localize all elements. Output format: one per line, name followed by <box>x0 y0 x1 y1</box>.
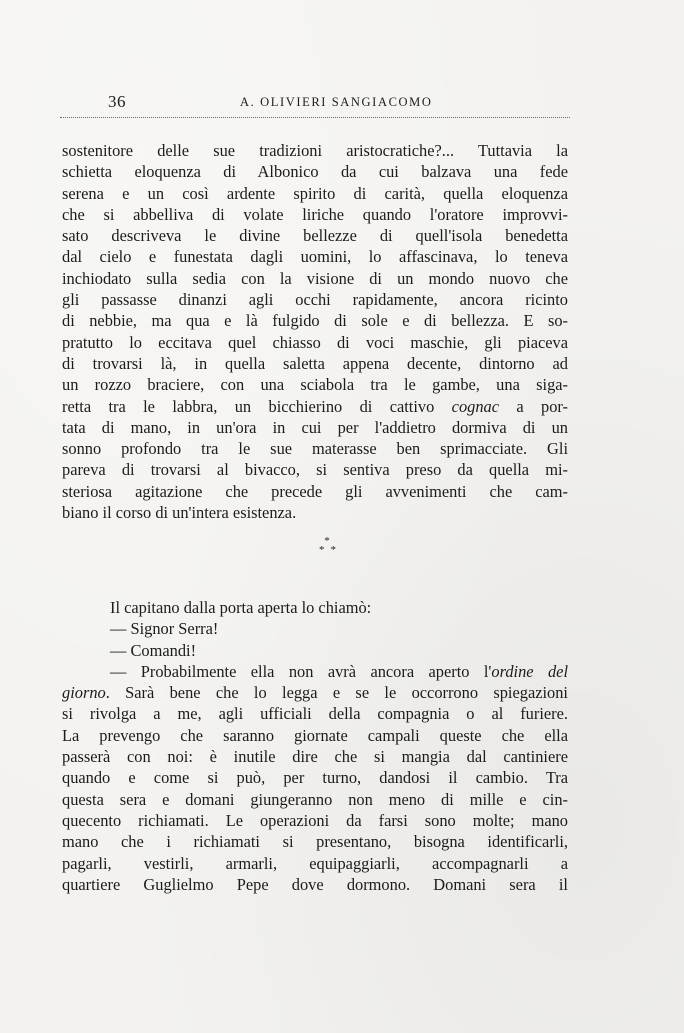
text-line: tata di mano, in un'ora in cui per l'addietro dormiva di un <box>62 417 568 437</box>
text-line: schietta eloquenza di Albonico da cui balzava una fede <box>62 162 568 182</box>
text-line: biano il corso di un'intera esistenza. <box>62 503 297 523</box>
text-line: si rivolga a me, agli ufficiali della compagnia o al furiere. <box>62 704 568 724</box>
asterism-divider <box>313 537 341 563</box>
page-number: 36 <box>108 92 126 111</box>
text-segment: a por- <box>499 396 568 416</box>
text-line: pratutto lo eccitava quel chiasso di voci maschie, gli piaceva <box>62 332 568 352</box>
text-line: sonno profondo tra le sue materasse ben sprimacciate. Gli <box>62 439 568 459</box>
text-line: che si abbelliva di volate liriche quando l'oratore improvvi- <box>62 204 568 224</box>
text-line: quecento richiamati. Le operazioni da farsi sono molte; mano <box>62 810 568 830</box>
text-line <box>110 661 568 682</box>
text-line: pagarli, vestirli, armarli, equipaggiarli, accompagnarli a <box>62 853 568 873</box>
text-line: pareva di trovarsi al bivacco, si sentiva preso da quella mi- <box>62 460 568 480</box>
italic-word: cognac <box>451 396 500 416</box>
text-line <box>62 682 568 703</box>
paragraph-1 <box>62 140 568 523</box>
text-line: passerà con noi: è inutile dire che si mangia dal cantiniere <box>62 747 568 767</box>
text-line: dal cielo e funestata dagli uomini, lo affascinava, lo teneva <box>62 247 568 267</box>
text-line: inchiodato sulla sedia con la visione di un mondo nuovo che <box>62 268 568 288</box>
paragraph-2 <box>62 597 569 895</box>
text-line: di trovarsi là, in quella saletta appena decente, dintorno ad <box>62 353 568 373</box>
text-line: mano che i richiamati si presentano, bisogna identificarli, <box>62 832 568 852</box>
text-line: Il capitano dalla porta aperta lo chiamò: <box>110 598 372 617</box>
text-line: — Signor Serra! <box>110 619 219 639</box>
text-segment: . Sarà bene che lo legga e se le occorrono spiegazioni <box>105 683 568 703</box>
page-header <box>60 92 570 116</box>
text-line: serena e un così ardente spirito di carità, quella eloquenza <box>62 183 568 203</box>
text-line: questa sera e domani giungeranno non meno di mille e cin- <box>62 789 568 809</box>
text-line: quartiere Guglielmo Pepe dove dormono. Domani sera il <box>62 874 568 894</box>
asterism-bottom: ** <box>319 544 342 556</box>
text-line: quando e come si può, per turno, dandosi il cambio. Tra <box>62 768 568 788</box>
text-line: sato descriveva le divine bellezze di quell'isola benedetta <box>62 226 568 246</box>
text-line: sostenitore delle sue tradizioni aristocratiche?... Tuttavia la <box>62 141 568 160</box>
text-line: gli passasse dinanzi agli occhi rapidamente, ancora ricinto <box>62 290 568 310</box>
text-line <box>62 396 568 417</box>
running-title: A. OLIVIERI SANGIACOMO <box>240 95 433 109</box>
text-line: La prevengo che saranno giornate campali queste che ella <box>62 725 568 745</box>
asterism-top: * <box>324 535 330 547</box>
text-line: di nebbie, ma qua e là fulgido di sole e di bellezza. E so- <box>62 311 568 331</box>
text-line: steriosa agitazione che precede gli avvenimenti che cam- <box>62 481 568 501</box>
italic-phrase: ordine del <box>491 661 569 681</box>
text-line: un rozzo braciere, con una sciabola tra le gambe, una siga- <box>62 375 568 395</box>
header-rule <box>60 117 570 118</box>
text-segment: — Probabilmente ella non avrà ancora aperto l' <box>110 661 492 681</box>
text-line: — Comandi! <box>110 640 197 660</box>
text-segment: retta tra le labbra, un bicchierino di cattivo <box>62 396 452 416</box>
italic-phrase: giorno <box>62 683 106 703</box>
